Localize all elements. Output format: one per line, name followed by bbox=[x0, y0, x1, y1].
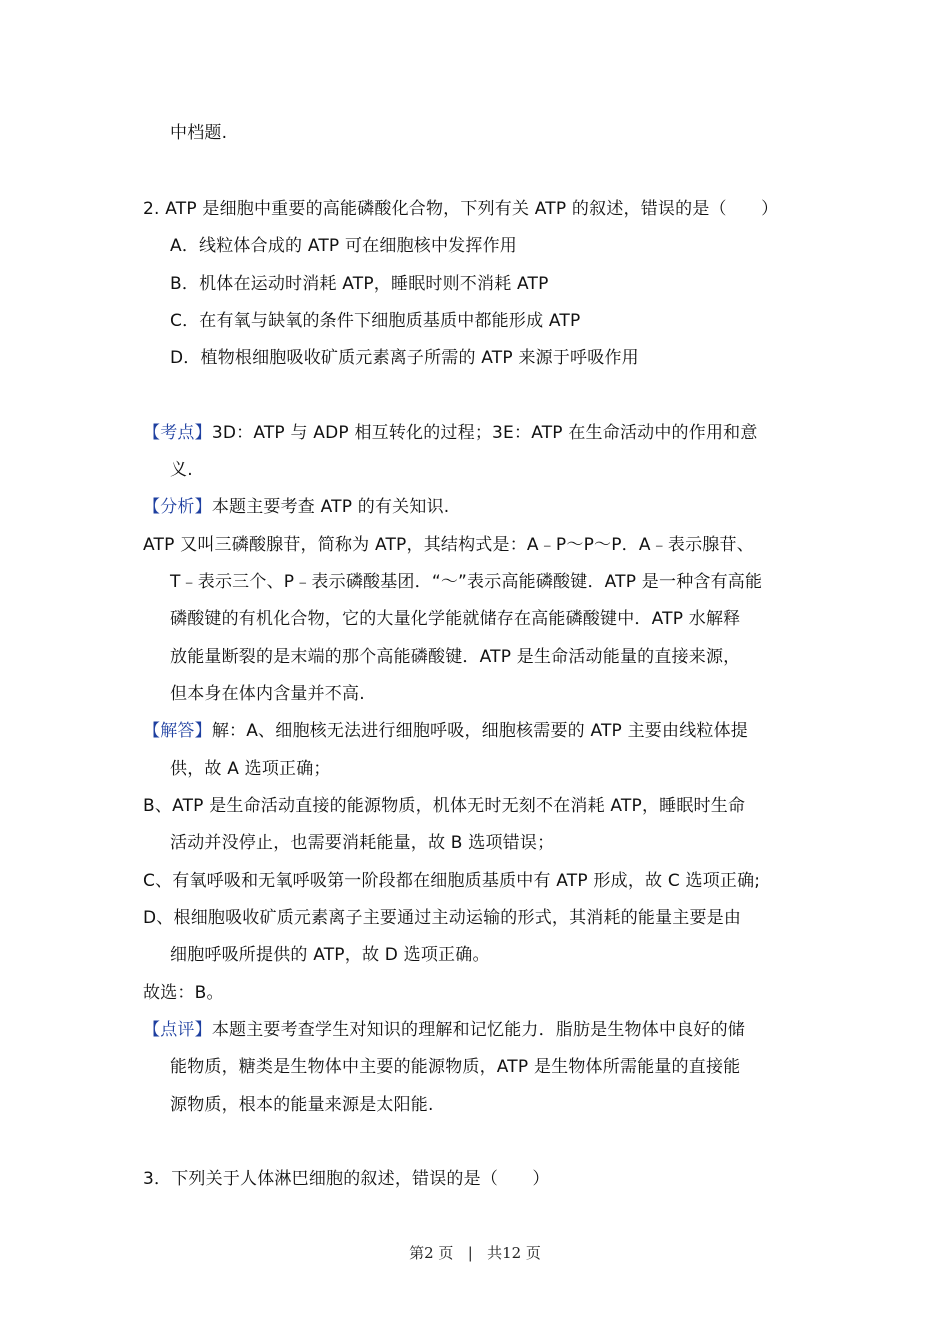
q2-option-b: B．机体在运动时消耗 ATP，睡眠时则不消耗 ATP bbox=[170, 274, 549, 294]
fenxi-text: 本题主要考查 ATP 的有关知识. bbox=[211, 497, 450, 517]
page-total: 共12 页 bbox=[487, 1244, 541, 1262]
answer-b-continuation: 活动并没停止，也需要消耗能量，故 B 选项错误； bbox=[170, 833, 555, 853]
jieda-text: 解：A、细胞核无法进行细胞呼吸，细胞核需要的 ATP 主要由线粒体提 bbox=[211, 721, 748, 741]
footer-separator: | bbox=[467, 1244, 473, 1262]
analysis-body-line: ATP 又叫三磷酸腺苷，简称为 ATP，其结构式是：A﹣P～P～P．A﹣表示腺苷、 bbox=[143, 535, 754, 555]
page-footer bbox=[0, 1243, 950, 1263]
jieda-continuation: 供，故 A 选项正确； bbox=[170, 759, 331, 779]
q2-option-a: A．线粒体合成的 ATP 可在细胞核中发挥作用 bbox=[170, 236, 517, 256]
jieda-line bbox=[143, 719, 748, 743]
kaodian-continuation: 义. bbox=[170, 460, 193, 480]
final-answer: 故选：B。 bbox=[143, 983, 224, 1003]
kaodian-line bbox=[143, 421, 758, 445]
q2-option-d: D．植物根细胞吸收矿质元素离子所需的 ATP 来源于呼吸作用 bbox=[170, 348, 639, 368]
dianping-tag: 【点评】 bbox=[143, 1020, 212, 1040]
previous-answer-tail: 中档题. bbox=[170, 123, 228, 143]
dianping-continuation: 源物质，根本的能量来源是太阳能. bbox=[170, 1095, 434, 1115]
answer-d-continuation: 细胞呼吸所提供的 ATP，故 D 选项正确。 bbox=[170, 945, 490, 965]
analysis-body-line: 磷酸键的有机化合物，它的大量化学能就储存在高能磷酸键中．ATP 水解释 bbox=[170, 609, 741, 629]
page-number: 第2 页 bbox=[409, 1244, 454, 1262]
answer-b-line: B、ATP 是生命活动直接的能源物质，机体无时无刻不在消耗 ATP，睡眠时生命 bbox=[143, 796, 746, 816]
kaodian-text: 3D：ATP 与 ADP 相互转化的过程；3E：ATP 在生命活动中的作用和意 bbox=[211, 423, 758, 443]
dianping-text: 本题主要考查学生对知识的理解和记忆能力．脂肪是生物体中良好的储 bbox=[211, 1020, 746, 1040]
q2-option-c: C．在有氧与缺氧的条件下细胞质基质中都能形成 ATP bbox=[170, 311, 581, 331]
question-2-stem: 2. ATP 是细胞中重要的高能磷酸化合物，下列有关 ATP 的叙述，错误的是（ ） bbox=[143, 199, 779, 219]
dianping-continuation: 能物质，糖类是生物体中主要的能源物质，ATP 是生物体所需能量的直接能 bbox=[170, 1057, 741, 1077]
question-3-stem: 3．下列关于人体淋巴细胞的叙述，错误的是（ ） bbox=[143, 1169, 550, 1189]
analysis-body-line: T﹣表示三个、P﹣表示磷酸基团．“～”表示高能磷酸键．ATP 是一种含有高能 bbox=[170, 572, 763, 592]
analysis-body-line: 但本身在体内含量并不高. bbox=[170, 684, 365, 704]
jieda-tag: 【解答】 bbox=[143, 721, 212, 741]
fenxi-tag: 【分析】 bbox=[143, 497, 212, 517]
kaodian-tag: 【考点】 bbox=[143, 423, 212, 443]
answer-c-line: C、有氧呼吸和无氧呼吸第一阶段都在细胞质基质中有 ATP 形成，故 C 选项正确; bbox=[143, 871, 761, 891]
answer-d-line: D、根细胞吸收矿质元素离子主要通过主动运输的形式，其消耗的能量主要是由 bbox=[143, 908, 742, 928]
analysis-body-line: 放能量断裂的是末端的那个高能磷酸键．ATP 是生命活动能量的直接来源， bbox=[170, 647, 741, 667]
fenxi-line bbox=[143, 495, 449, 519]
dianping-line bbox=[143, 1018, 745, 1042]
